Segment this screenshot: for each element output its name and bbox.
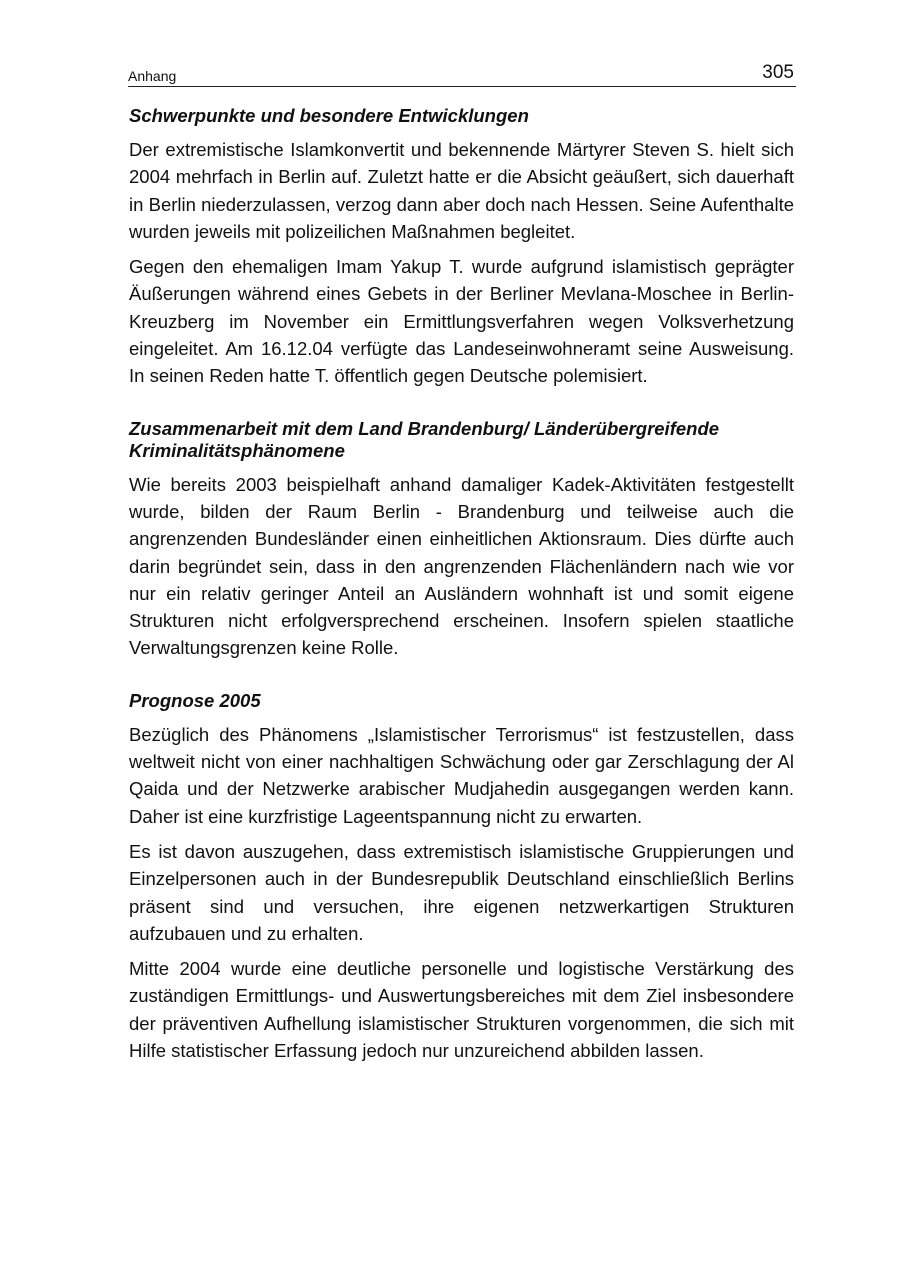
page-number: 305 <box>762 62 794 83</box>
page-body <box>129 105 794 1072</box>
paragraph: Wie bereits 2003 beispielhaft anhand damaliger Kadek-Aktivitäten festgestellt wurde, bilden der Raum Berlin - Brandenburg und teilweise auch die angrenzenden Bundesländer einen einheitlichen Aktionsraum. Dies dürfte auch darin begründet sein, dass in den angrenzenden Flächenländern nach wie vor nur ein relativ geringer Anteil an Ausländern wohnhaft ist und somit eigene Strukturen nicht erfolgversprechend erscheinen. Insofern spielen staatliche Verwaltungsgrenzen keine Rolle. <box>129 473 794 659</box>
section-heading: Schwerpunkte und besondere Entwicklungen <box>129 105 529 126</box>
section-heading: Zusammenarbeit mit dem Land Brandenburg/ Länderübergreifende Kriminalitätsphänomene <box>129 417 720 461</box>
paragraph: Mitte 2004 wurde eine deutliche personelle und logistische Verstärkung des zuständigen Ermittlungs- und Auswertungsbereiches mit dem Ziel insbesondere der präventiven Aufhellung islamistischer Strukturen vorgenommen, die sich mit Hilfe statistischer Erfassung jedoch nur unzureichend abbilden lassen. <box>129 958 794 1062</box>
section-zusammenarbeit <box>129 418 794 662</box>
section-prognose <box>129 690 794 1065</box>
section-heading: Prognose 2005 <box>129 689 261 711</box>
paragraph: Der extremistische Islamkonvertit und bekennende Märtyrer Steven S. hielt sich 2004 mehrfach in Berlin auf. Zuletzt hatte er die Absicht geäußert, sich dauerhaft in Berlin niederzulassen, verzog dann aber doch nach Hessen. Seine Aufenthalte wurden jeweils mit polizeilichen Maßnahmen begleitet. <box>129 139 794 242</box>
paragraph: Bezüglich des Phänomens „Islamistischer Terrorismus“ ist festzustellen, dass weltweit nicht von einer nachhaltigen Schwächung oder gar Zerschlagung der Al Qaida und der Netzwerke arabischer Mudjahedin ausgegangen werden kann. Daher ist eine kurzfristige Lageentspannung nicht zu erwarten. <box>129 723 794 827</box>
page-header <box>128 62 796 87</box>
paragraph: Es ist davon auszugehen, dass extremistisch islamistische Gruppierungen und Einzelpersonen auch in der Bundesrepublik Deutschland einschließlich Berlins präsent sind und versuchen, ihre eigenen netzwerkartigen Strukturen aufzubauen und zu erhalten. <box>129 840 794 944</box>
section-schwerpunkte <box>129 105 794 390</box>
running-head: Anhang <box>128 68 177 84</box>
paragraph: Gegen den ehemaligen Imam Yakup T. wurde aufgrund islamistisch geprägter Äußerungen während eines Gebets in der Berliner Mevlana-Moschee in Berlin-Kreuzberg im November ein Ermittlungsverfahren wegen Volksverhetzung eingeleitet. Am 16.12.04 verfügte das Landeseinwohneramt seine Ausweisung. In seinen Reden hatte T. öffentlich gegen Deutsche polemisiert. <box>129 256 794 387</box>
